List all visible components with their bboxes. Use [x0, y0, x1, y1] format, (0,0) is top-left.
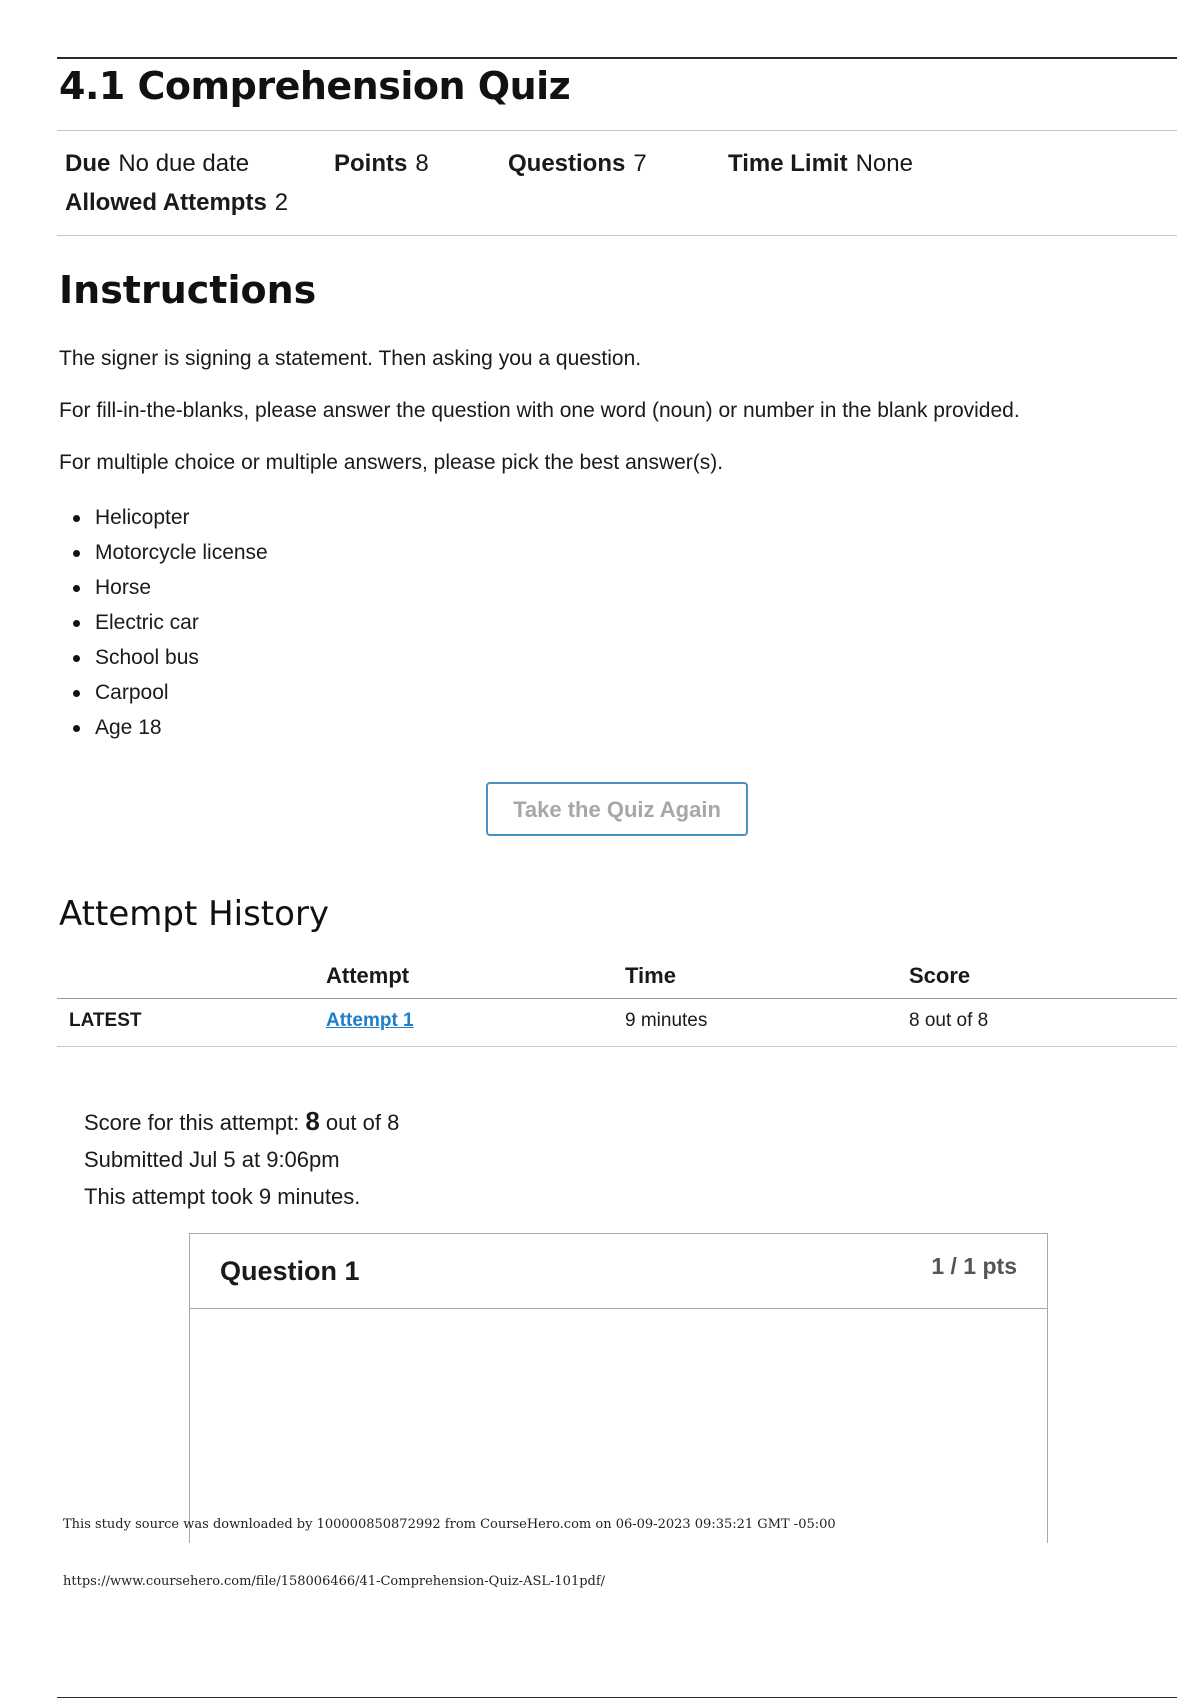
bullet-icon	[73, 620, 80, 627]
list-item-label: Horse	[95, 576, 152, 599]
attempt-score: 8 out of 8	[909, 1010, 989, 1031]
list-item-label: Carpool	[95, 681, 169, 704]
meta-allowed-attempts	[65, 189, 288, 217]
bullet-icon	[73, 725, 80, 732]
source-url: https://www.coursehero.com/file/158006466/41-Comprehension-Quiz-ASL-101pdf/	[63, 1574, 606, 1589]
list-item	[59, 640, 268, 675]
column-header-time: Time	[625, 963, 676, 988]
meta-points-label: Points	[334, 150, 408, 177]
list-item-label: Electric car	[95, 611, 199, 634]
bottom-rule	[57, 1697, 1177, 1698]
list-item-label: Helicopter	[95, 506, 190, 529]
list-item	[59, 500, 268, 535]
meta-questions-label: Questions	[508, 150, 626, 177]
instructions-paragraph: The signer is signing a statement. Then asking you a question.	[59, 347, 642, 370]
list-item	[59, 535, 268, 570]
attempt-1-link[interactable]	[326, 1010, 414, 1032]
list-item	[59, 570, 268, 605]
instructions-heading: Instructions	[59, 268, 317, 312]
bullet-icon	[73, 585, 80, 592]
list-item	[59, 675, 268, 710]
attempt-score-summary	[84, 1106, 399, 1137]
instructions-paragraph: For multiple choice or multiple answers, please pick the best answer(s).	[59, 451, 724, 474]
table-header-divider	[57, 998, 1177, 999]
table-bottom-divider	[57, 1046, 1177, 1047]
meta-attempts-value: 2	[274, 189, 289, 216]
question-points: 1 / 1 pts	[931, 1253, 1017, 1279]
bullet-icon	[73, 690, 80, 697]
meta-divider	[57, 235, 1177, 236]
latest-tag: LATEST	[69, 1010, 142, 1031]
question-card	[189, 1233, 1048, 1543]
meta-due-label: Due	[65, 150, 111, 177]
instructions-list	[59, 500, 268, 745]
attempt-duration: This attempt took 9 minutes.	[84, 1184, 361, 1209]
page-title: 4.1 Comprehension Quiz	[59, 64, 571, 108]
question-header	[190, 1234, 1047, 1309]
list-item-label: School bus	[95, 646, 199, 669]
score-suffix: out of 8	[325, 1110, 400, 1135]
attempt-time: 9 minutes	[625, 1010, 708, 1031]
bullet-icon	[73, 655, 80, 662]
score-prefix: Score for this attempt:	[84, 1110, 300, 1135]
top-rule	[57, 57, 1177, 59]
instructions-paragraph: For fill-in-the-blanks, please answer the question with one word (noun) or number in the blank provided.	[59, 399, 1020, 422]
meta-points-value: 8	[415, 150, 429, 177]
meta-time-limit	[728, 150, 913, 178]
meta-questions	[508, 150, 647, 178]
meta-time-limit-value: None	[855, 150, 913, 177]
take-quiz-again-button[interactable]: Take the Quiz Again	[486, 782, 748, 836]
title-divider	[57, 130, 1177, 131]
attempt-1-link-label: Attempt 1	[326, 1010, 414, 1031]
meta-attempts-label: Allowed Attempts	[65, 189, 267, 216]
meta-due	[65, 150, 249, 178]
column-header-attempt: Attempt	[326, 963, 410, 988]
bullet-icon	[73, 515, 80, 522]
score-value: 8	[305, 1106, 320, 1136]
meta-questions-value: 7	[633, 150, 647, 177]
question-title: Question 1	[220, 1256, 360, 1286]
list-item	[59, 710, 268, 745]
download-notice: This study source was downloaded by 100000850872992 from CourseHero.com on 06-09-2023 09:35:21 GMT -05:00	[63, 1517, 836, 1532]
meta-time-limit-label: Time Limit	[728, 150, 848, 177]
bullet-icon	[73, 550, 80, 557]
list-item	[59, 605, 268, 640]
column-header-score: Score	[909, 963, 971, 988]
meta-due-value: No due date	[118, 150, 250, 177]
attempt-history-heading: Attempt History	[59, 894, 330, 934]
submitted-time: Submitted Jul 5 at 9:06pm	[84, 1147, 340, 1172]
list-item-label: Age 18	[95, 716, 162, 739]
meta-points	[334, 150, 429, 178]
list-item-label: Motorcycle license	[95, 541, 268, 564]
